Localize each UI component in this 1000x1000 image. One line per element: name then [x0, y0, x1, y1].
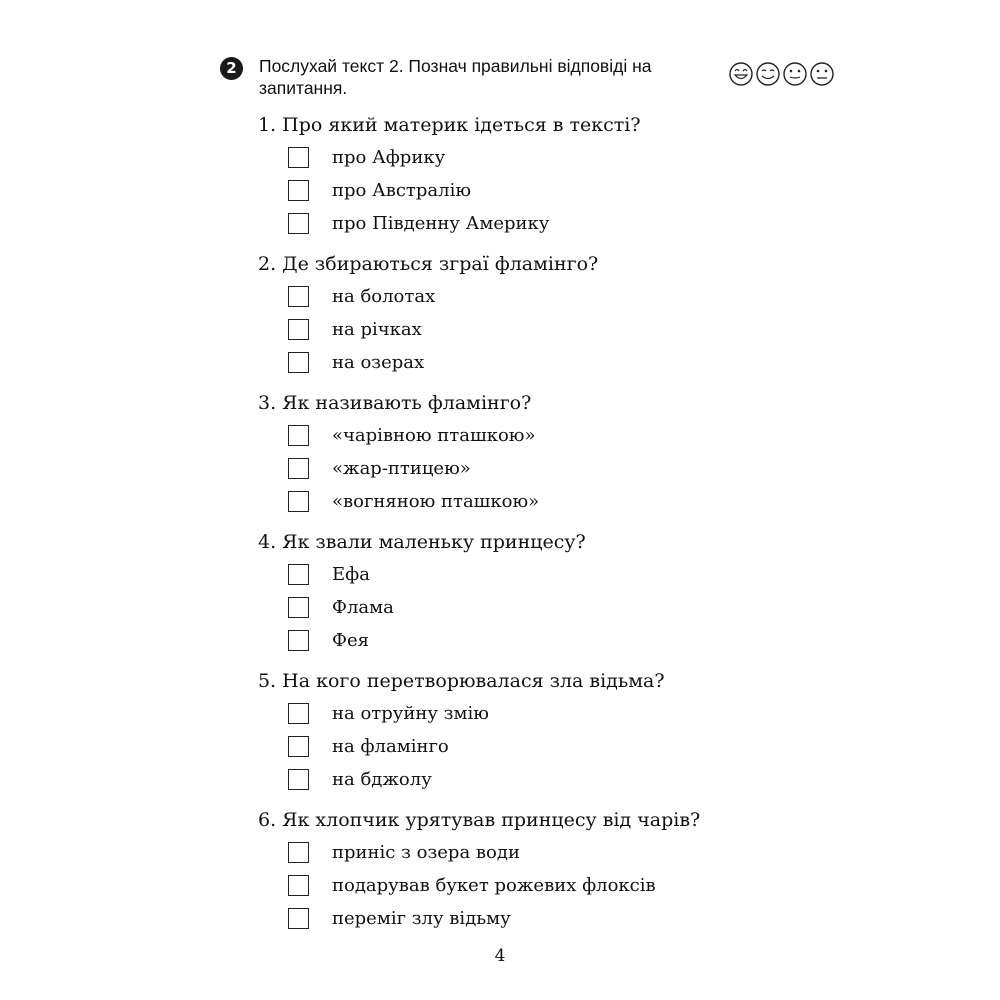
answer-checkbox[interactable] — [288, 908, 309, 929]
neutral-face-icon[interactable] — [784, 63, 806, 85]
answer-checkbox[interactable] — [288, 769, 309, 790]
answer-checkbox[interactable] — [288, 286, 309, 307]
answer-option[interactable] — [288, 490, 768, 516]
happy-face-icon[interactable] — [757, 63, 779, 85]
answer-checkbox[interactable] — [288, 564, 309, 585]
question-title: 5. На кого перетворювалася зла відьма? — [258, 670, 665, 692]
answer-label: «вогняною пташкою» — [332, 491, 540, 512]
answer-label: подарував букет рожевих флоксів — [332, 875, 656, 896]
answer-option[interactable] — [288, 702, 768, 728]
answer-option[interactable] — [288, 563, 768, 589]
answer-option[interactable] — [288, 907, 768, 933]
answer-label: на фламінго — [332, 736, 449, 757]
answer-option[interactable] — [288, 596, 768, 622]
answer-label: «жар-птицею» — [332, 458, 471, 479]
answer-checkbox[interactable] — [288, 352, 309, 373]
answer-label: на бджолу — [332, 769, 432, 790]
answer-option[interactable] — [288, 735, 768, 761]
answer-label: на річках — [332, 319, 422, 340]
answer-checkbox[interactable] — [288, 491, 309, 512]
page-number: 4 — [494, 946, 506, 966]
answer-checkbox[interactable] — [288, 458, 309, 479]
answer-checkbox[interactable] — [288, 180, 309, 201]
answer-option[interactable] — [288, 768, 768, 794]
answer-option[interactable] — [288, 424, 768, 450]
answer-checkbox[interactable] — [288, 736, 309, 757]
answer-label: на отруйну змію — [332, 703, 489, 724]
answer-option[interactable] — [288, 841, 768, 867]
answer-label: про Африку — [332, 147, 446, 168]
answer-option[interactable] — [288, 285, 768, 311]
answer-option[interactable] — [288, 179, 768, 205]
answer-checkbox[interactable] — [288, 597, 309, 618]
answer-checkbox[interactable] — [288, 630, 309, 651]
answer-label: Ефа — [332, 564, 370, 585]
answer-label: переміг злу відьму — [332, 908, 511, 929]
answer-checkbox[interactable] — [288, 875, 309, 896]
answer-checkbox[interactable] — [288, 319, 309, 340]
task-number-badge: 2 — [220, 57, 243, 80]
answer-checkbox[interactable] — [288, 147, 309, 168]
answer-checkbox[interactable] — [288, 703, 309, 724]
answer-option[interactable] — [288, 212, 768, 238]
answer-checkbox[interactable] — [288, 842, 309, 863]
answer-label: на болотах — [332, 286, 436, 307]
answer-label: про Австралію — [332, 180, 471, 201]
answer-option[interactable] — [288, 351, 768, 377]
answer-label: на озерах — [332, 352, 425, 373]
self-assessment-smileys — [728, 61, 840, 87]
question-title: 3. Як називають фламінго? — [258, 392, 532, 414]
answer-option[interactable] — [288, 629, 768, 655]
question-title: 6. Як хлопчик урятував принцесу від чарів? — [258, 809, 701, 831]
task-instruction: Послухай текст 2. Познач правильні відповіді на запитання. — [259, 56, 652, 98]
answer-label: приніс з озера води — [332, 842, 520, 863]
question-title: 4. Як звали маленьку принцесу? — [258, 531, 586, 553]
answer-option[interactable] — [288, 457, 768, 483]
answer-label: про Південну Америку — [332, 213, 550, 234]
answer-checkbox[interactable] — [288, 213, 309, 234]
answer-label: «чарівною пташкою» — [332, 425, 536, 446]
question-title: 1. Про який материк ідеться в тексті? — [258, 114, 641, 136]
answer-option[interactable] — [288, 318, 768, 344]
question-title: 2. Де збираються зграї фламінго? — [258, 253, 599, 275]
answer-option[interactable] — [288, 874, 768, 900]
very-happy-face-icon[interactable] — [730, 63, 752, 85]
sad-face-icon[interactable] — [811, 63, 833, 85]
answer-option[interactable] — [288, 146, 768, 172]
answer-checkbox[interactable] — [288, 425, 309, 446]
answer-label: Фея — [332, 630, 369, 651]
answer-label: Флама — [332, 597, 394, 618]
